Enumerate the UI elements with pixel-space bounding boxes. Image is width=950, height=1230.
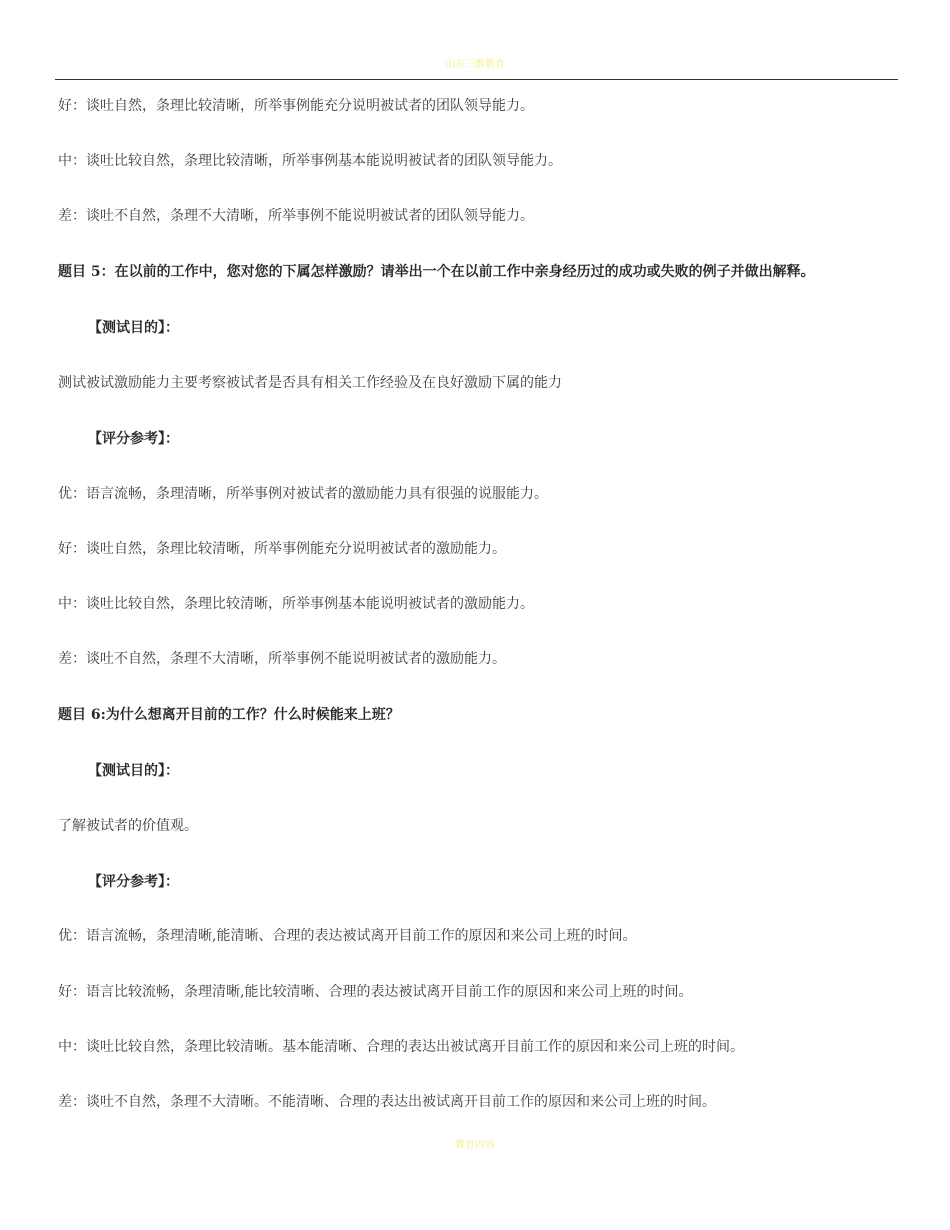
rating-good-leaving: 好：语言比较流畅，条理清晰,能比较清晰、合理的表达被试离开目前工作的原因和来公司上班的时间。 bbox=[58, 984, 693, 1000]
rating-medium-leaving: 中：谈吐比较自然，条理比较清晰。基本能清晰、合理的表达出被试离开目前工作的原因和来公司上班的时间。 bbox=[58, 1039, 744, 1055]
rating-good-team: 好：谈吐自然，条理比较清晰，所举事例能充分说明被试者的团队领导能力。 bbox=[58, 98, 534, 114]
question-6: 题目 6:为什么想离开目前的工作？什么时候能来上班？ bbox=[58, 707, 400, 723]
footer-watermark: 教育内容 bbox=[455, 1140, 495, 1151]
rating-medium-motivation: 中：谈吐比较自然，条理比较清晰，所举事例基本能说明被试者的激励能力。 bbox=[58, 596, 534, 612]
header-divider bbox=[55, 79, 898, 80]
test-purpose-heading-5: 【测试目的】： bbox=[88, 320, 179, 336]
test-purpose-heading-6: 【测试目的】： bbox=[88, 763, 179, 779]
header-watermark: 山东三维教育 bbox=[445, 59, 505, 70]
scoring-reference-heading-5: 【评分参考】： bbox=[88, 431, 179, 447]
rating-excellent-motivation: 优：语言流畅，条理清晰，所举事例对被试者的激励能力具有很强的说服能力。 bbox=[58, 486, 548, 502]
rating-excellent-leaving: 优：语言流畅，条理清晰,能清晰、合理的表达被试离开目前工作的原因和来公司上班的时间。 bbox=[58, 928, 637, 944]
rating-poor-team: 差：谈吐不自然，条理不大清晰，所举事例不能说明被试者的团队领导能力。 bbox=[58, 208, 534, 224]
test-purpose-text-5: 测试被试激励能力主要考察被试者是否具有相关工作经验及在良好激励下属的能力 bbox=[58, 375, 562, 391]
rating-medium-team: 中：谈吐比较自然，条理比较清晰，所举事例基本能说明被试者的团队领导能力。 bbox=[58, 153, 562, 169]
question-5: 题目 5：在以前的工作中，您对您的下属怎样激励？请举出一个在以前工作中亲身经历过的成功或失败的例子并做出解释。 bbox=[58, 264, 815, 280]
scoring-reference-heading-6: 【评分参考】： bbox=[88, 874, 179, 890]
test-purpose-text-6: 了解被试者的价值观。 bbox=[58, 818, 198, 834]
rating-poor-motivation: 差：谈吐不自然，条理不大清晰，所举事例不能说明被试者的激励能力。 bbox=[58, 651, 506, 667]
rating-poor-leaving: 差：谈吐不自然，条理不大清晰。不能清晰、合理的表达出被试离开目前工作的原因和来公司上班的时间。 bbox=[58, 1094, 716, 1110]
rating-good-motivation: 好：谈吐自然，条理比较清晰，所举事例能充分说明被试者的激励能力。 bbox=[58, 541, 506, 557]
